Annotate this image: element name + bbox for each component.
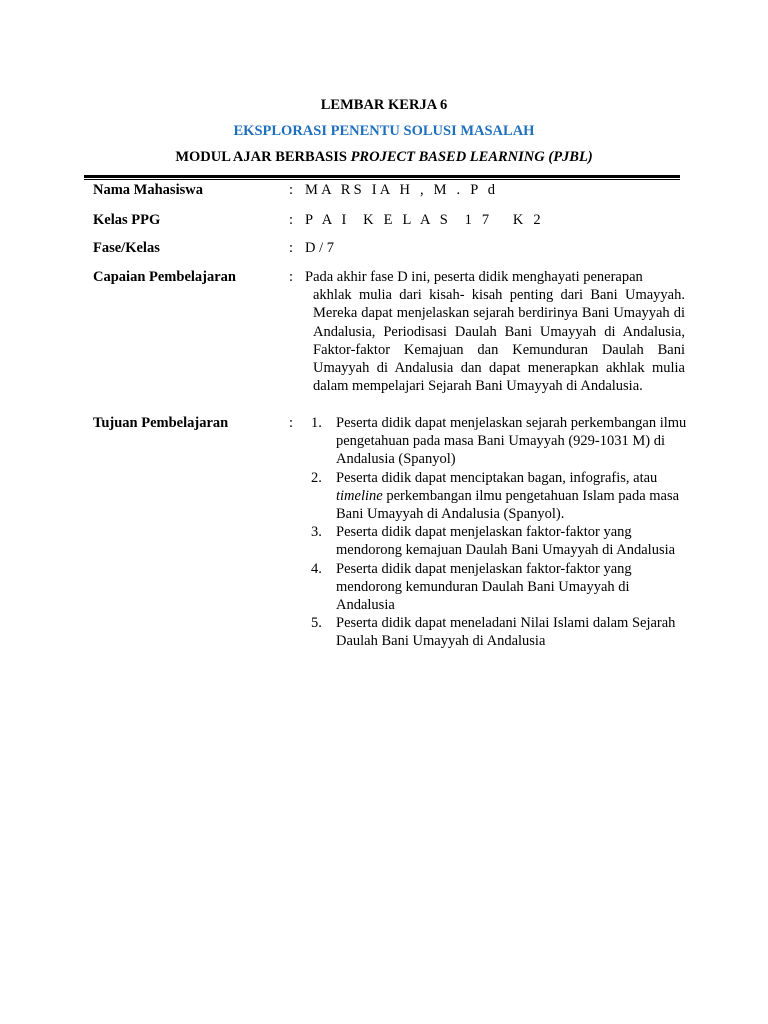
fase-value: D / 7	[305, 240, 334, 256]
list-item	[311, 523, 691, 559]
list-item-text: Peserta didik dapat meneladani Nilai Islami dalam Sejarah Daulah Bani Umayyah di Andalusia	[336, 615, 676, 650]
list-item-text-post: perkembangan ilmu pengetahuan Islam pada masa Bani Umayyah di Andalusia (Spanyol).	[336, 487, 680, 523]
header-divider-thin	[84, 179, 680, 180]
fase-label: Fase/Kelas	[93, 240, 160, 256]
tujuan-list	[311, 414, 691, 651]
capaian-label: Capaian Pembelajaran	[93, 269, 236, 285]
capaian-text	[305, 268, 685, 395]
nama-value: MA RS IA H , M . P d	[305, 182, 499, 198]
worksheet-subtitle: EKSPLORASI PENENTU SOLUSI MASALAH	[233, 123, 535, 139]
capaian-colon: :	[289, 269, 294, 285]
list-item	[311, 414, 691, 469]
module-heading-prefix: MODUL AJAR BERBASIS	[175, 149, 351, 165]
list-item-number: 3.	[311, 524, 322, 541]
nama-colon: :	[289, 182, 294, 198]
list-item-text: Peserta didik dapat menjelaskan sejarah perkembangan ilmu pengetahuan pada masa Bani Umayyah (929-1031 M) di Andalusia (Spanyol)	[336, 415, 687, 468]
kelas-value: P A I K E L A S 1 7 K 2	[305, 212, 544, 228]
list-item	[311, 469, 691, 524]
kelas-label: Kelas PPG	[93, 212, 161, 228]
tujuan-label: Tujuan Pembelajaran	[93, 415, 229, 431]
list-item	[311, 560, 691, 615]
capaian-rest: akhlak mulia dari kisah- kisah penting dari Bani Umayyah. Mereka dapat menjelaskan sejarah berdirinya Bani Umayyah di Andalusia, Periodisasi Daulah Bani Umayyah di Andalusia, Faktor-faktor Kemajuan dan Kemunduran Daulah Bani Umayyah di Andalusia dan dapat menerapkan akhlak mulia dalam mempelajari Sejarah Bani Umayyah di Andalusia.	[313, 287, 685, 395]
kelas-colon: :	[289, 212, 294, 228]
module-heading-italic: PROJECT BASED LEARNING (PJBL)	[350, 149, 593, 165]
tujuan-colon: :	[289, 415, 294, 431]
capaian-first-line: Pada akhir fase D ini, peserta didik menghayati penerapan	[305, 269, 643, 285]
list-item-number: 5.	[311, 615, 322, 632]
list-item-number: 2.	[311, 469, 322, 486]
list-item	[311, 614, 691, 650]
list-item-text: Peserta didik dapat menjelaskan faktor-faktor yang mendorong kemunduran Daulah Bani Umayyah di Andalusia	[336, 560, 632, 614]
list-item-number: 1.	[311, 415, 322, 431]
fase-colon: :	[289, 240, 294, 256]
list-item-text: Peserta didik dapat menjelaskan faktor-faktor yang mendorong kemajuan Daulah Bani Umayyah di Andalusia	[336, 524, 676, 559]
module-heading	[0, 149, 768, 166]
worksheet-title: LEMBAR KERJA 6	[320, 97, 448, 113]
list-item-text-pre: Peserta didik dapat menciptakan bagan, infografis, atau	[336, 469, 658, 486]
list-item-text-italic: timeline	[336, 487, 383, 504]
nama-label: Nama Mahasiswa	[93, 182, 203, 198]
header-divider	[84, 175, 680, 178]
list-item-number: 4.	[311, 560, 322, 577]
